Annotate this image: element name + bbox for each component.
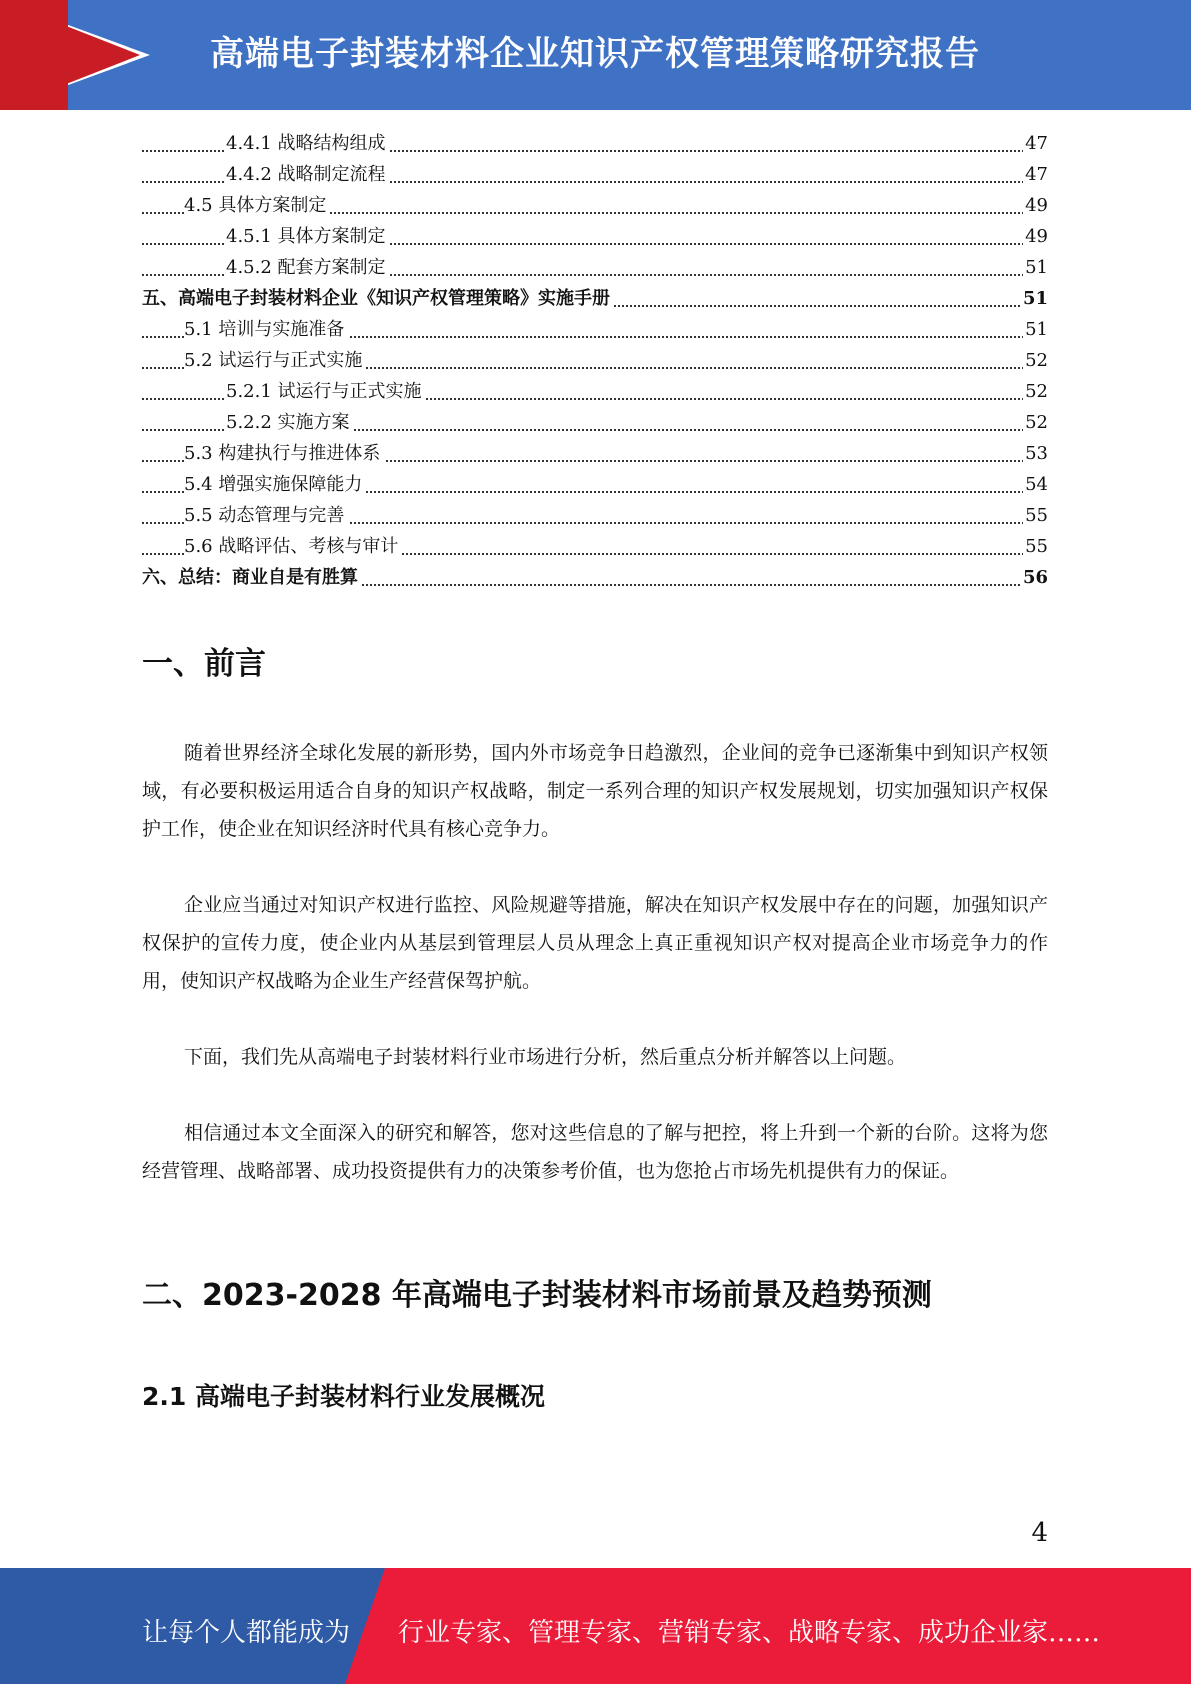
footer-slogan-right: 行业专家、管理专家、营销专家、战略专家、成功企业家…… — [398, 1618, 1101, 1648]
header-arrow-icon — [0, 0, 140, 110]
toc-entry[interactable] — [142, 407, 1048, 438]
toc-entry[interactable] — [142, 128, 1048, 159]
toc-entry[interactable] — [142, 252, 1048, 283]
toc-entry-page: 56 — [1021, 562, 1048, 593]
toc-entry-label: 5.4 增强实施保障能力 — [184, 469, 366, 500]
toc-entry-page: 55 — [1023, 531, 1048, 562]
toc-entry-label: 4.5.1 具体方案制定 — [226, 221, 390, 252]
preface-paragraph-2: 企业应当通过对知识产权进行监控、风险规避等措施，解决在知识产权发展中存在的问题，加强知识产权保护的宣传力度，使企业内从基层到管理层人员从理念上真正重视知识产权对提高企业市场竞争力的作用，使知识产权战略为企业生产经营保驾护航。 — [142, 894, 1048, 992]
subsection-heading: 2.1 高端电子封装材料行业发展概况 — [142, 1382, 545, 1411]
toc-entry-label: 5.5 动态管理与完善 — [184, 500, 348, 531]
toc-entry-page: 52 — [1023, 407, 1048, 438]
preface-paragraph-1: 随着世界经济全球化发展的新形势，国内外市场竞争日趋激烈，企业间的竞争已逐渐集中到知识产权领域，有必要积极运用适合自身的知识产权战略，制定一系列合理的知识产权发展规划，切实加强知识产权保护工作，使企业在知识经济时代具有核心竞争力。 — [142, 742, 1048, 840]
toc-entry-label: 5.3 构建执行与推进体系 — [184, 438, 384, 469]
preface-paragraph-4: 相信通过本文全面深入的研究和解答，您对这些信息的了解与把控，将上升到一个新的台阶。这将为您经营管理、战略部署、成功投资提供有力的决策参考价值，也为您抢占市场先机提供有力的保证。 — [142, 1122, 1048, 1182]
toc-entry-label: 4.4.1 战略结构组成 — [226, 128, 390, 159]
toc-entry-page: 51 — [1023, 252, 1048, 283]
toc-entry-label: 4.5.2 配套方案制定 — [226, 252, 390, 283]
toc-entry-label: 5.2 试运行与正式实施 — [184, 345, 366, 376]
footer-slogan-left: 让每个人都能成为 — [142, 1618, 351, 1648]
page-header — [0, 0, 1191, 110]
toc-entry-label: 5.2.2 实施方案 — [226, 407, 354, 438]
page-footer — [0, 1568, 1191, 1684]
toc-entry-page: 54 — [1023, 469, 1048, 500]
toc-entry-label: 六、总结：商业自是有胜算 — [142, 562, 362, 593]
toc-entry-label: 5.1 培训与实施准备 — [184, 314, 348, 345]
toc-entry-page: 49 — [1023, 190, 1048, 221]
toc-entry[interactable] — [142, 500, 1048, 531]
toc-entry-label: 5.6 战略评估、考核与审计 — [184, 531, 402, 562]
toc-entry[interactable] — [142, 190, 1048, 221]
toc-entry[interactable] — [142, 376, 1048, 407]
toc-entry-page: 52 — [1023, 345, 1048, 376]
toc-entry[interactable] — [142, 469, 1048, 500]
toc-entry[interactable] — [142, 438, 1048, 469]
report-title: 高端电子封装材料企业知识产权管理策略研究报告 — [210, 34, 980, 74]
preface-paragraph-3: 下面，我们先从高端电子封装材料行业市场进行分析，然后重点分析并解答以上问题。 — [184, 1046, 907, 1068]
toc-entry-page: 52 — [1023, 376, 1048, 407]
toc-entry-page: 55 — [1023, 500, 1048, 531]
table-of-contents — [142, 128, 1048, 593]
toc-entry[interactable] — [142, 159, 1048, 190]
page-number: 4 — [1031, 1518, 1048, 1548]
toc-entry[interactable] — [142, 221, 1048, 252]
toc-entry[interactable] — [142, 283, 1048, 314]
preface-heading: 一、前言 — [142, 646, 266, 682]
toc-entry[interactable] — [142, 314, 1048, 345]
toc-entry-label: 4.4.2 战略制定流程 — [226, 159, 390, 190]
toc-entry[interactable] — [142, 531, 1048, 562]
toc-entry-page: 51 — [1021, 283, 1048, 314]
toc-entry-label: 五、高端电子封装材料企业《知识产权管理策略》实施手册 — [142, 283, 614, 314]
toc-entry-page: 47 — [1023, 159, 1048, 190]
toc-entry-label: 4.5 具体方案制定 — [184, 190, 330, 221]
toc-entry-page: 49 — [1023, 221, 1048, 252]
toc-entry-label: 5.2.1 试运行与正式实施 — [226, 376, 426, 407]
toc-entry[interactable] — [142, 345, 1048, 376]
toc-entry-page: 51 — [1023, 314, 1048, 345]
toc-entry-page: 53 — [1023, 438, 1048, 469]
market-section-heading: 二、2023-2028 年高端电子封装材料市场前景及趋势预测 — [142, 1278, 932, 1313]
toc-entry[interactable] — [142, 562, 1048, 593]
toc-entry-page: 47 — [1023, 128, 1048, 159]
